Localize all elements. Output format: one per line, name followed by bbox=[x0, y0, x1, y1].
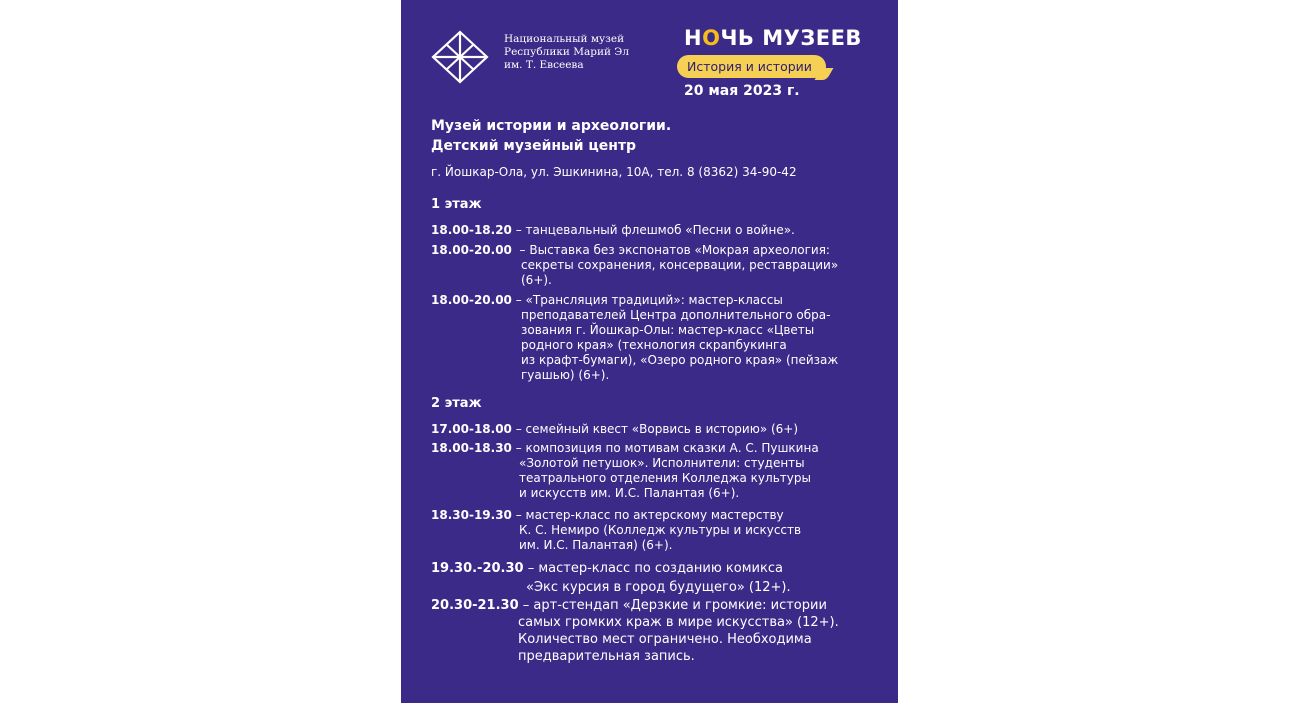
schedule-entry bbox=[431, 293, 886, 383]
event-name-part: ЧЬ МУЗЕЕВ bbox=[720, 26, 862, 50]
schedule-entry bbox=[431, 508, 886, 553]
entry-line: «Золотой петушок». Исполнители: студенты bbox=[519, 456, 805, 470]
venue-address: г. Йошкар-Ола, ул. Эшкинина, 10А, тел. 8 (8362) 34-90-42 bbox=[431, 165, 797, 179]
entry-line: – семейный квест «Ворвись в историю» (6+) bbox=[515, 422, 799, 436]
entry-time: 20.30-21.30 bbox=[431, 598, 519, 613]
entry-line: «Экс курсия в город будущего» (12+). bbox=[526, 580, 791, 595]
entry-line: – композиция по мотивам сказки А. С. Пушкина bbox=[515, 441, 819, 455]
entry-line: гуашью) (6+). bbox=[521, 368, 610, 382]
entry-line: секреты сохранения, консервации, реставрации» bbox=[521, 258, 839, 272]
entry-time: 18.00-18.20 bbox=[431, 223, 512, 237]
schedule-entry bbox=[431, 441, 886, 501]
entry-time: 18.00-20.00 bbox=[431, 293, 512, 307]
entry-line: предварительная запись. bbox=[518, 649, 695, 664]
poster bbox=[401, 0, 898, 703]
museum-name: Национальный музей Республики Марий Эл им. Т. Евсеева bbox=[504, 33, 629, 71]
entry-line: им. И.С. Палантая) (6+). bbox=[519, 538, 673, 552]
event-name-part: Н bbox=[684, 26, 703, 50]
entry-line: – мастер-класс по актерскому мастерству bbox=[515, 508, 784, 522]
floor-title: 1 этаж bbox=[431, 197, 482, 212]
schedule-entry bbox=[431, 223, 886, 238]
entry-line: – мастер-класс по созданию комикса bbox=[527, 561, 783, 576]
entry-line: театрального отделения Колледжа культуры bbox=[519, 471, 811, 485]
entry-line: родного края» (технология скрапбукинга bbox=[521, 338, 787, 352]
event-name-accent-letter: О bbox=[702, 26, 721, 50]
entry-line: (6+). bbox=[521, 273, 552, 287]
entry-time: 18.00-18.30 bbox=[431, 441, 512, 455]
entry-line: Количество мест ограничено. Необходима bbox=[518, 632, 812, 647]
entry-line: зования г. Йошкар-Олы: мастер-класс «Цветы bbox=[521, 323, 815, 337]
entry-line: – арт-стендап «Дерзкие и громкие: истории bbox=[522, 598, 827, 613]
entry-line: – «Трансляция традиций»: мастер-классы bbox=[515, 293, 783, 307]
entry-line: самых громких краж в мире искусства» (12+). bbox=[518, 615, 839, 630]
venue-title: Музей истории и археологии. Детский музейный центр bbox=[431, 118, 672, 154]
entry-line: К. С. Немиро (Колледж культуры и искусств bbox=[519, 523, 802, 537]
speech-bubble-tail bbox=[814, 68, 833, 80]
floor-title: 2 этаж bbox=[431, 396, 482, 411]
entry-time: 18.30-19.30 bbox=[431, 508, 512, 522]
museum-diamond-icon bbox=[431, 30, 489, 84]
entry-line: преподавателей Центра дополнительного обра- bbox=[521, 308, 831, 322]
schedule-entry bbox=[431, 559, 886, 597]
entry-line: из крафт-бумаги), «Озеро родного края» (пейзаж bbox=[521, 353, 839, 367]
entry-line: – Выставка без экспонатов «Мокрая археология: bbox=[519, 243, 830, 257]
event-name bbox=[684, 26, 862, 50]
schedule-entry bbox=[431, 243, 886, 288]
entry-time: 19.30.-20.30 bbox=[431, 561, 524, 576]
event-subtitle-badge bbox=[677, 55, 826, 78]
schedule-entry bbox=[431, 422, 886, 437]
event-subtitle: История и истории bbox=[687, 59, 812, 74]
entry-time: 17.00-18.00 bbox=[431, 422, 512, 436]
entry-line: и искусств им. И.С. Палантая (6+). bbox=[519, 486, 740, 500]
event-date: 20 мая 2023 г. bbox=[684, 83, 800, 99]
schedule-entry bbox=[431, 597, 886, 665]
entry-line: – танцевальный флешмоб «Песни о войне». bbox=[515, 223, 795, 237]
entry-time: 18.00-20.00 bbox=[431, 243, 512, 257]
